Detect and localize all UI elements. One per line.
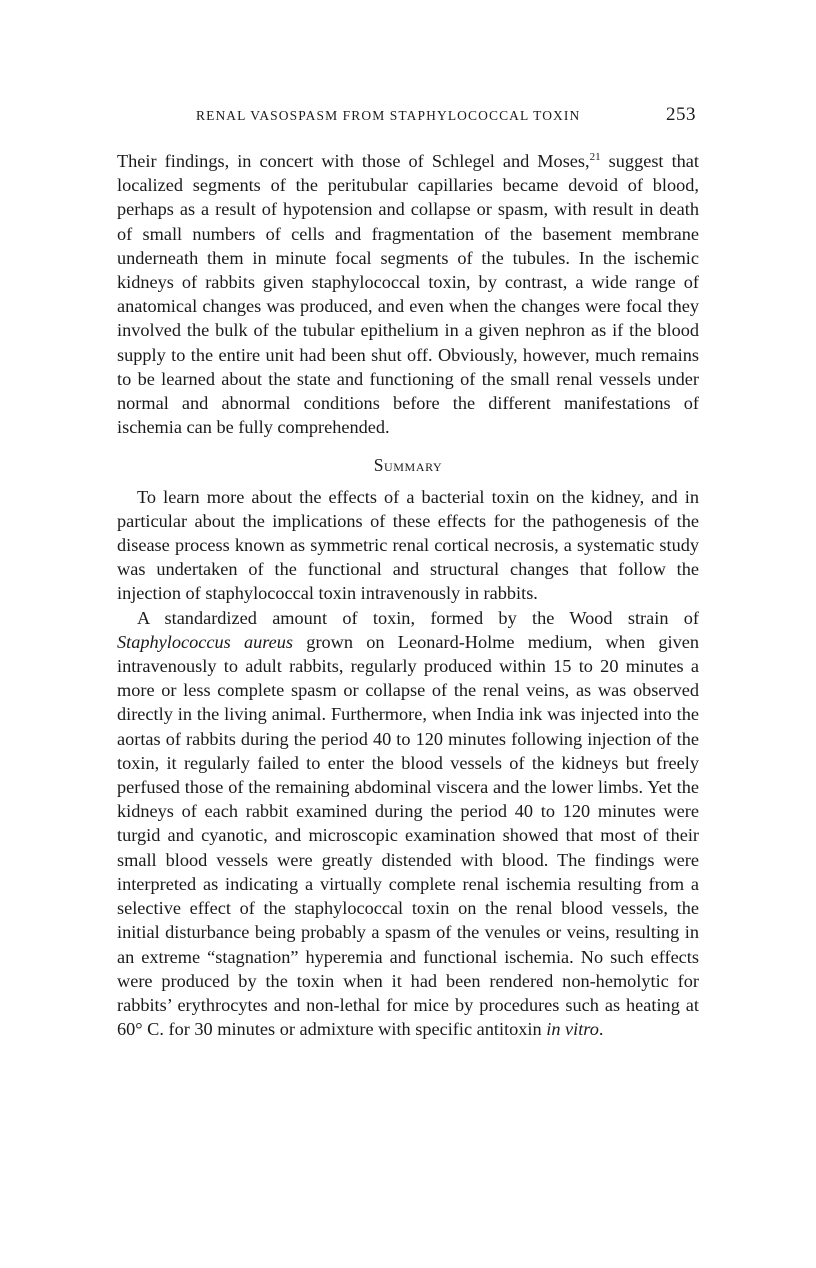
paragraph-text: grown on Leonard-Holme medium, when given intravenously to adult rabbits, regularly produced within 15 to 20 minutes a more or less complete spasm or collapse of the renal veins, as was observed directly in the living animal. Furthermore, when India ink was injected into the aortas of rabbits during the period 40 to 120 minutes following injection of the toxin, it regularly failed to enter the blood vessels of the kidneys but freely perfused those of the remaining abdominal viscera and the lower limbs. Yet the kidneys of each rabbit examined during the period 40 to 120 minutes were turgid and cyanotic, and microscopic examination showed that most of their small blood vessels were greatly distended with blood. The findings were interpreted as indicating a virtually complete renal ischemia resulting from a selective effect of the staphylococcal toxin on the renal blood vessels, the initial disturbance being probably a spasm of the venules or veins, resulting in an extreme “stagnation” hyperemia and functional ischemia. No such effects were produced by the toxin when it had been rendered non-hemolytic for rabbits’ erythrocytes and non-lethal for mice by procedures such as heating at 60° C. for 30 minutes or admixture with specific antitoxin — [117, 631, 699, 1040]
organism-name: Staphylococcus aureus — [117, 631, 294, 652]
reference-superscript: 21 — [589, 150, 601, 163]
paragraph-text: A standardized amount of toxin, formed by the Wood strain of — [137, 607, 699, 628]
summary-paragraph-1: To learn more about the effects of a bacterial toxin on the kidney, and in particular about the implications of these effects for the pathogenesis of the disease process known as symmetric renal cortical necrosis, a systematic study was undertaken of the functional and structural changes that follow the injection of staphylococcal toxin intravenously in rabbits. — [117, 486, 699, 604]
page-number: 253 — [666, 104, 696, 125]
paragraph-text: . — [598, 1019, 604, 1040]
latin-term: in vitro — [546, 1019, 599, 1040]
summary-heading: Summary — [373, 455, 443, 476]
paragraph-text: Their findings, in concert with those of Schlegel and Moses, — [117, 151, 590, 171]
running-header — [117, 104, 699, 134]
journal-page — [117, 104, 699, 1041]
running-title: RENAL VASOSPASM FROM STAPHYLOCOCCAL TOXIN — [196, 108, 581, 123]
summary-paragraph-2 — [117, 606, 699, 1042]
discussion-paragraph — [117, 149, 699, 439]
paragraph-text: suggest that localized segments of the peritubular capillaries became devoid of blood, perhaps as a result of hypotension and collapse or spasm, with result in death of small numbers of cells and fragmentation of the basement membrane underneath them in minute focal segments of the tubules. In the ischemic kidneys of rabbits given staphylococcal toxin, by contrast, a wide range of anatomical changes was produced, and even when the changes were focal they involved the bulk of the tubular epithelium in a given nephron as if the blood supply to the entire unit had been shut off. Obviously, however, much remains to be learned about the state and functioning of the small renal vessels under normal and abnormal conditions before the different manifestations of ischemia can be fully comprehended. — [117, 151, 699, 438]
article-body — [117, 149, 699, 1041]
